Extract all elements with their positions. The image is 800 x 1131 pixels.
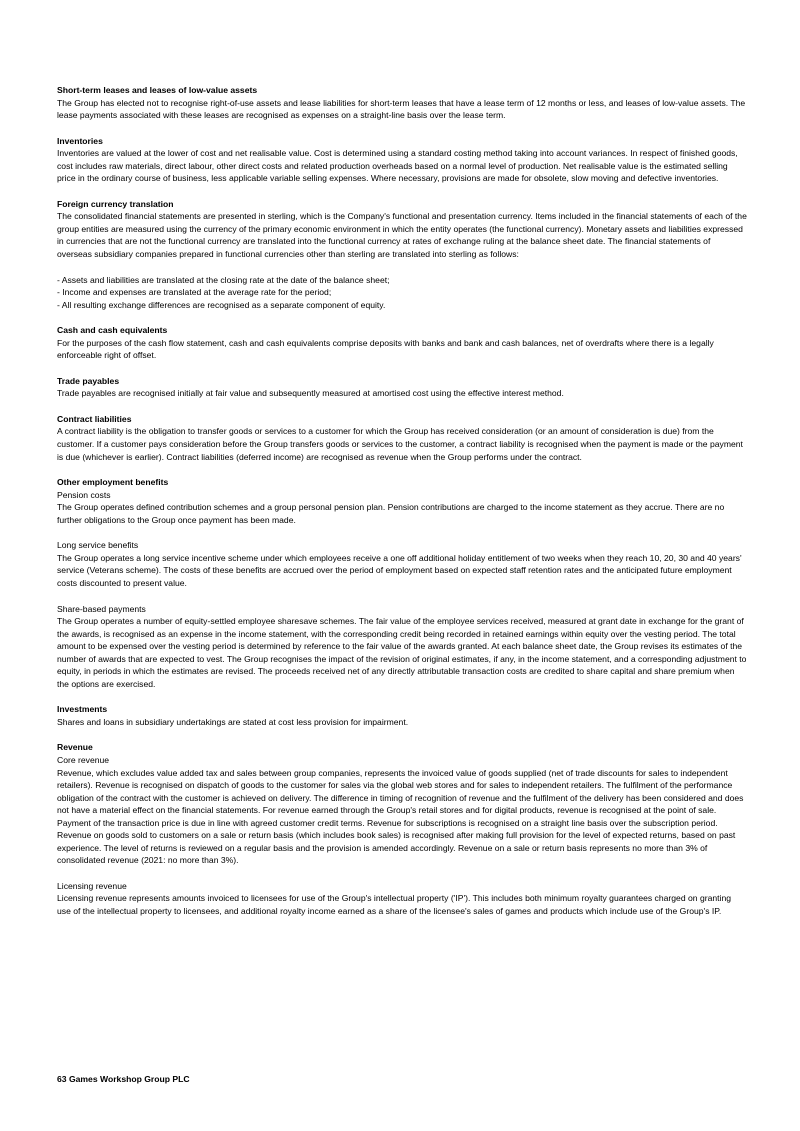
section-investments — [57, 703, 747, 728]
section-cash — [57, 324, 747, 362]
paragraph: A contract liability is the obligation to transfer goods or services to a customer for which the Group has received consideration (or an amount of consideration is due) from the customer. If a customer pays consideration before the Group transfers goods or services to the customer, a contract liability is recognised when the payment is made or the payment is due (whichever is earlier). Contract liabilities (deferred income) are recognised as revenue when the Group performs under the contract. — [57, 426, 743, 462]
paragraph: Trade payables are recognised initially at fair value and subsequently measured at amortised cost using the effective interest method. — [57, 388, 564, 399]
section-heading: Cash and cash equivalents — [57, 325, 168, 336]
section-heading: Revenue — [57, 742, 93, 753]
section-heading: Investments — [57, 704, 108, 715]
section-inventories — [57, 135, 747, 185]
document-page — [57, 84, 747, 931]
section-heading: Foreign currency translation — [57, 198, 174, 209]
paragraph: For the purposes of the cash flow statement, cash and cash equivalents comprise deposits with banks and bank and cash balances, net of overdrafts where there is a legally enforceable right of offset. — [57, 337, 714, 361]
section-revenue — [57, 741, 747, 917]
section-heading: Inventories — [57, 135, 103, 146]
paragraph: The consolidated financial statements are presented in sterling, which is the Company's functional and presentation currency. Items included in the financial statements of each of the group entities are measured using the currency of the primary economic environment in which the entity operates (the functional currency). Monetary assets and liabilities expressed in currencies that are not the functional currency are translated into the functional currency at rates of exchange ruling at the balance sheet date. The financial statements of overseas subsidiary companies prepared in functional currencies other than sterling are translated into sterling as follows: — [57, 211, 747, 260]
section-trade-payables — [57, 375, 747, 400]
paragraph: Licensing revenue represents amounts invoiced to licensees for use of the Group's intellectual property ('IP'). This includes both minimum royalty guarantees charged on granting use of the intellectual property to licensees, and additional royalty income earned as a share of the licensee's sales of games and products which include use of the Group's IP. — [57, 893, 732, 916]
paragraph: The Group operates a long service incentive scheme under which employees receive a one off additional holiday entitlement of two weeks when they reach 10, 20, 30 and 40 years' service (Veterans scheme). The costs of these benefits are accrued over the period of employment based on expected staff retention rates and the anticipated future employment costs discounted to present value. — [57, 552, 742, 588]
section-employment-benefits — [57, 476, 747, 690]
paragraph: The Group operates defined contribution schemes and a group personal pension plan. Pension contributions are charged to the income statement as they accrue. There are no further obligations to the Group once payment has been made. — [57, 502, 725, 525]
paragraph: Inventories are valued at the lower of cost and net realisable value. Cost is determined using a standard costing method taking into account variances. In respect of finished goods, cost includes raw materials, direct labour, other direct costs and related production overheads based on a normal level of production. Net realisable value is the estimated selling price in the ordinary course of business, less applicable variable selling expenses. Where necessary, provisions are made for obsolete, slow moving and defective inventories. — [57, 148, 738, 184]
section-short-term-leases — [57, 84, 747, 122]
subheading: Long service benefits — [57, 540, 139, 551]
paragraph: Revenue on goods sold to customers on a sale or return basis (which includes book sales) is recognised after making full provision for the level of expected returns, based on past experience. The level of returns is reviewed on a regular basis and the provision is amended accordingly. Revenue on a sale or return basis represents no more than 3% of consolidated revenue (2021: no more than 3%). — [57, 830, 736, 866]
list-item: - All resulting exchange differences are recognised as a separate component of equity. — [57, 299, 386, 310]
subheading: Core revenue — [57, 754, 110, 765]
paragraph: The Group operates a number of equity-settled employee sharesave schemes. The fair value of the employee services received, measured at grant date in exchange for the grant of the awards, is recognised as an expense in the income statement, with the corresponding credit being recorded in retained earnings within equity over the vesting period. The total amount to be expensed over the vesting period is determined by reference to the fair value of the awards granted. At each balance sheet date, the Group revises its estimates of the number of awards that are expected to vest. The Group recognises the impact of the revision of original estimates, if any, in the income statement, and a corresponding adjustment to equity, in periods in which the estimates are revised. The proceeds received net of any directly attributable transaction costs are credited to share capital and share premium when the options are exercised. — [57, 616, 747, 689]
list-item: - Income and expenses are translated at the average rate for the period; — [57, 287, 332, 298]
section-heading: Other employment benefits — [57, 477, 169, 488]
subheading: Share-based payments — [57, 603, 146, 614]
section-heading: Short-term leases and leases of low-value assets — [57, 85, 258, 95]
section-foreign-currency — [57, 198, 747, 311]
section-contract-liabilities — [57, 413, 747, 463]
bullet-list — [57, 274, 747, 312]
section-heading: Trade payables — [57, 375, 120, 386]
paragraph: Revenue, which excludes value added tax and sales between group companies, represents the invoiced value of goods supplied (net of trade discounts for sales to independent retailers). Revenue is recognised on dispatch of goods to the customer for sales via the global web stores and for sales to independent retailers. The fulfilment of the performance obligation of the contract with the customer is achieved on delivery. The difference in timing of recognition of revenue and the fulfilment of the delivery has been considered and does not have a material effect on the financial statements. For revenue earned through the Group's retail stores and for digital products, revenue is recognised at the point of sale. Payment of the transaction price is due in line with agreed customer credit terms. Revenue for subscriptions is recognised on a straight line basis over the subscription period. — [57, 767, 744, 828]
paragraph: The Group has elected not to recognise right-of-use assets and lease liabilities for short-term leases that have a lease term of 12 months or less, and leases of low-value assets. The lease payments associated with these leases are recognised as expenses on a straight-line basis over the lease term. — [57, 97, 746, 121]
subheading: Licensing revenue — [57, 880, 127, 891]
subheading: Pension costs — [57, 489, 111, 500]
list-item: - Assets and liabilities are translated at the closing rate at the date of the balance sheet; — [57, 274, 390, 285]
section-heading: Contract liabilities — [57, 413, 132, 424]
paragraph: Shares and loans in subsidiary undertakings are stated at cost less provision for impairment. — [57, 716, 409, 727]
page-footer: 63 Games Workshop Group PLC — [57, 1074, 190, 1084]
